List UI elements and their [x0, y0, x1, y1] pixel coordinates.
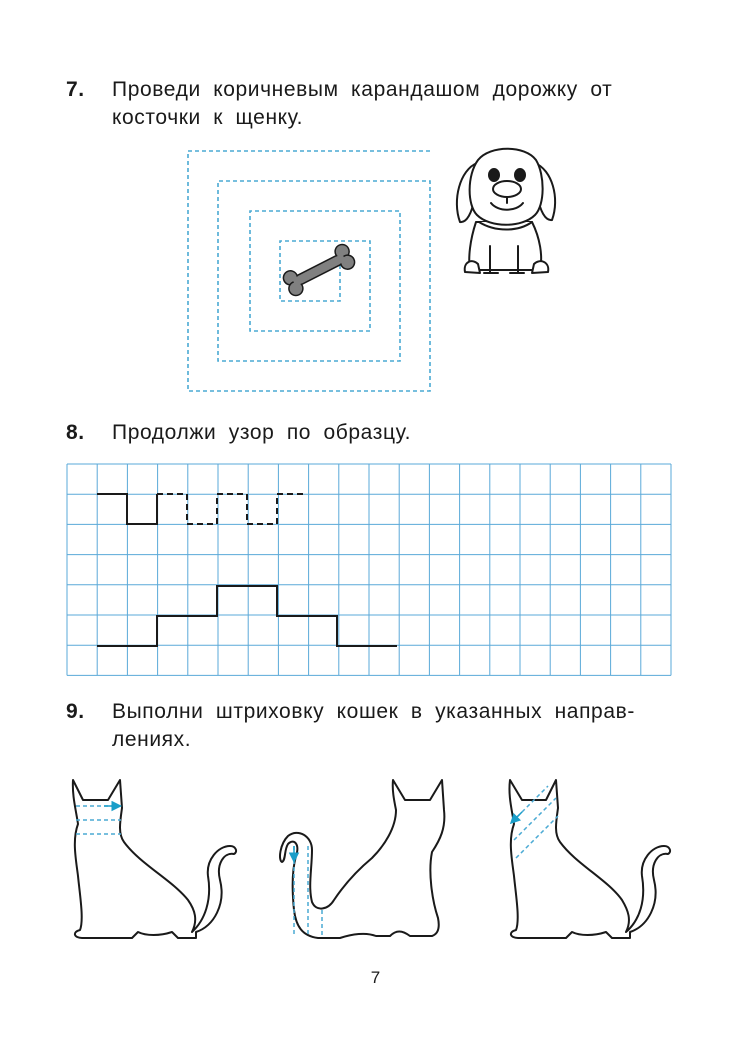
task-text: Продолжи узор по образцу. — [112, 421, 412, 444]
task-number: 9. — [66, 700, 85, 723]
task-8 — [66, 419, 671, 447]
pattern-sample-1 — [97, 494, 157, 524]
puppy-icon — [457, 149, 555, 273]
pattern-grid[interactable] — [0, 455, 751, 685]
task-text: Выполни штриховку кошек в указанных направ- — [112, 700, 635, 723]
page-number: 7 — [370, 968, 381, 987]
cats-area — [0, 760, 751, 960]
pattern-dashed-continuation — [157, 494, 307, 524]
pattern-sample-2 — [97, 586, 397, 646]
task-text-line2: лениях. — [112, 728, 192, 751]
task-text: Проведи коричневым карандашом дорожку от — [112, 78, 613, 101]
cat-icon[interactable] — [509, 780, 670, 938]
cat-icon[interactable] — [280, 780, 444, 938]
task-number: 8. — [66, 421, 85, 444]
task-9 — [66, 698, 671, 754]
cat-icon[interactable] — [73, 780, 236, 938]
maze-area — [0, 0, 751, 420]
task-number: 7. — [66, 78, 85, 101]
task-text-line2: косточки к щенку. — [112, 106, 304, 129]
bone-icon — [281, 242, 357, 298]
